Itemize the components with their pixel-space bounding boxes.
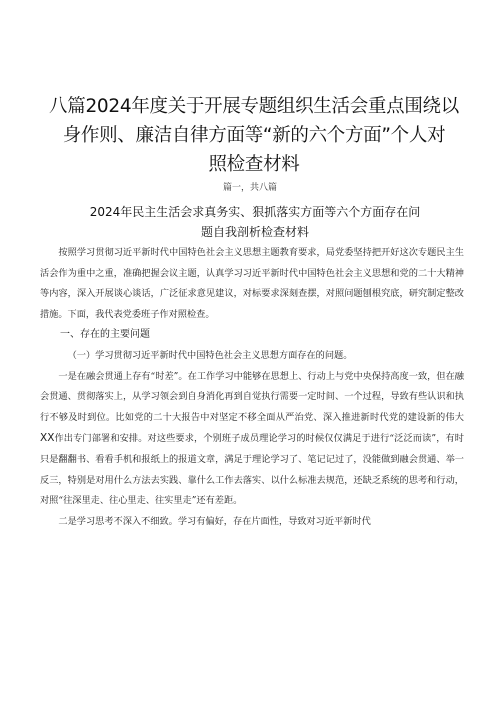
subsection-heading: （一）学习贯彻习近平新时代中国特色社会主义思想方面存在的问题。 [67, 349, 353, 361]
paragraph-text: 一是在融会贯通上存有“时差”。在工作学习中能够在思想上、行动上与党中央保持高度一致，但在融会贯通、贯彻落实上，从学习领会到自身消化再到自觉执行需要一定时间、一个过程，导致有些认识和执行不够及时到位。比如党的二十大报告中对坚定不移全面从严治党、深入推进新时代党的建设新的伟大 [40, 370, 464, 423]
body-paragraph [40, 367, 464, 512]
placeholder-text: XX [40, 432, 55, 445]
section-title-line: 题自我剖析检查材料 [200, 225, 309, 239]
section-title-line: 2024年民主生活会求真务实、狠抓落实方面等六个方面存在问 [89, 205, 421, 219]
title-line: 照检查材料 [208, 154, 300, 175]
document-title [34, 92, 474, 179]
section-heading: 一、存在的主要问题 [60, 329, 150, 341]
intro-paragraph: 按照学习贯彻习近平新时代中国特色社会主义思想主题教育要求，局党委坚持把开好这次专题民主生活会作为重中之重，准确把握会议主题，认真学习习近平新时代中国特色社会主义思想和党的二十大精神等内容，深入开展谈心谈话，广泛征求意见建议，对标要求深刻查摆，对照问题刨根究底，研究制定整改措施。下面，我代表党委班子作对照检查。 [40, 247, 464, 320]
paragraph-text: 作出专门部署和安排。对这些要求，个别班子成员理论学习的时候仅仅满足于进行“泛泛而读”，有时只是翻翻书、看看手机和报纸上的报道文章，满足于理论学习了、笔记记过了，没能做到融会贯通、举一反三，特别是对用什么方法去实践、靠什么工作去落实、以什么标准去规范，还缺乏系统的思考和行动，对照“往深里走、往心里走、往实里走”还有差距。 [40, 433, 464, 507]
section-title [60, 202, 450, 242]
body-paragraph: 二是学习思考不深入不细致。学习有偏好，存在片面性，导致对习近平新时代 [58, 515, 371, 527]
title-line: 身作则、廉洁自律方面等“新的六个方面”个人对 [62, 125, 446, 146]
section-indicator: 篇一，共八篇 [222, 183, 277, 193]
title-line: 八篇2024年度关于开展专题组织生活会重点围绕以 [49, 96, 459, 117]
document-body [40, 243, 464, 532]
